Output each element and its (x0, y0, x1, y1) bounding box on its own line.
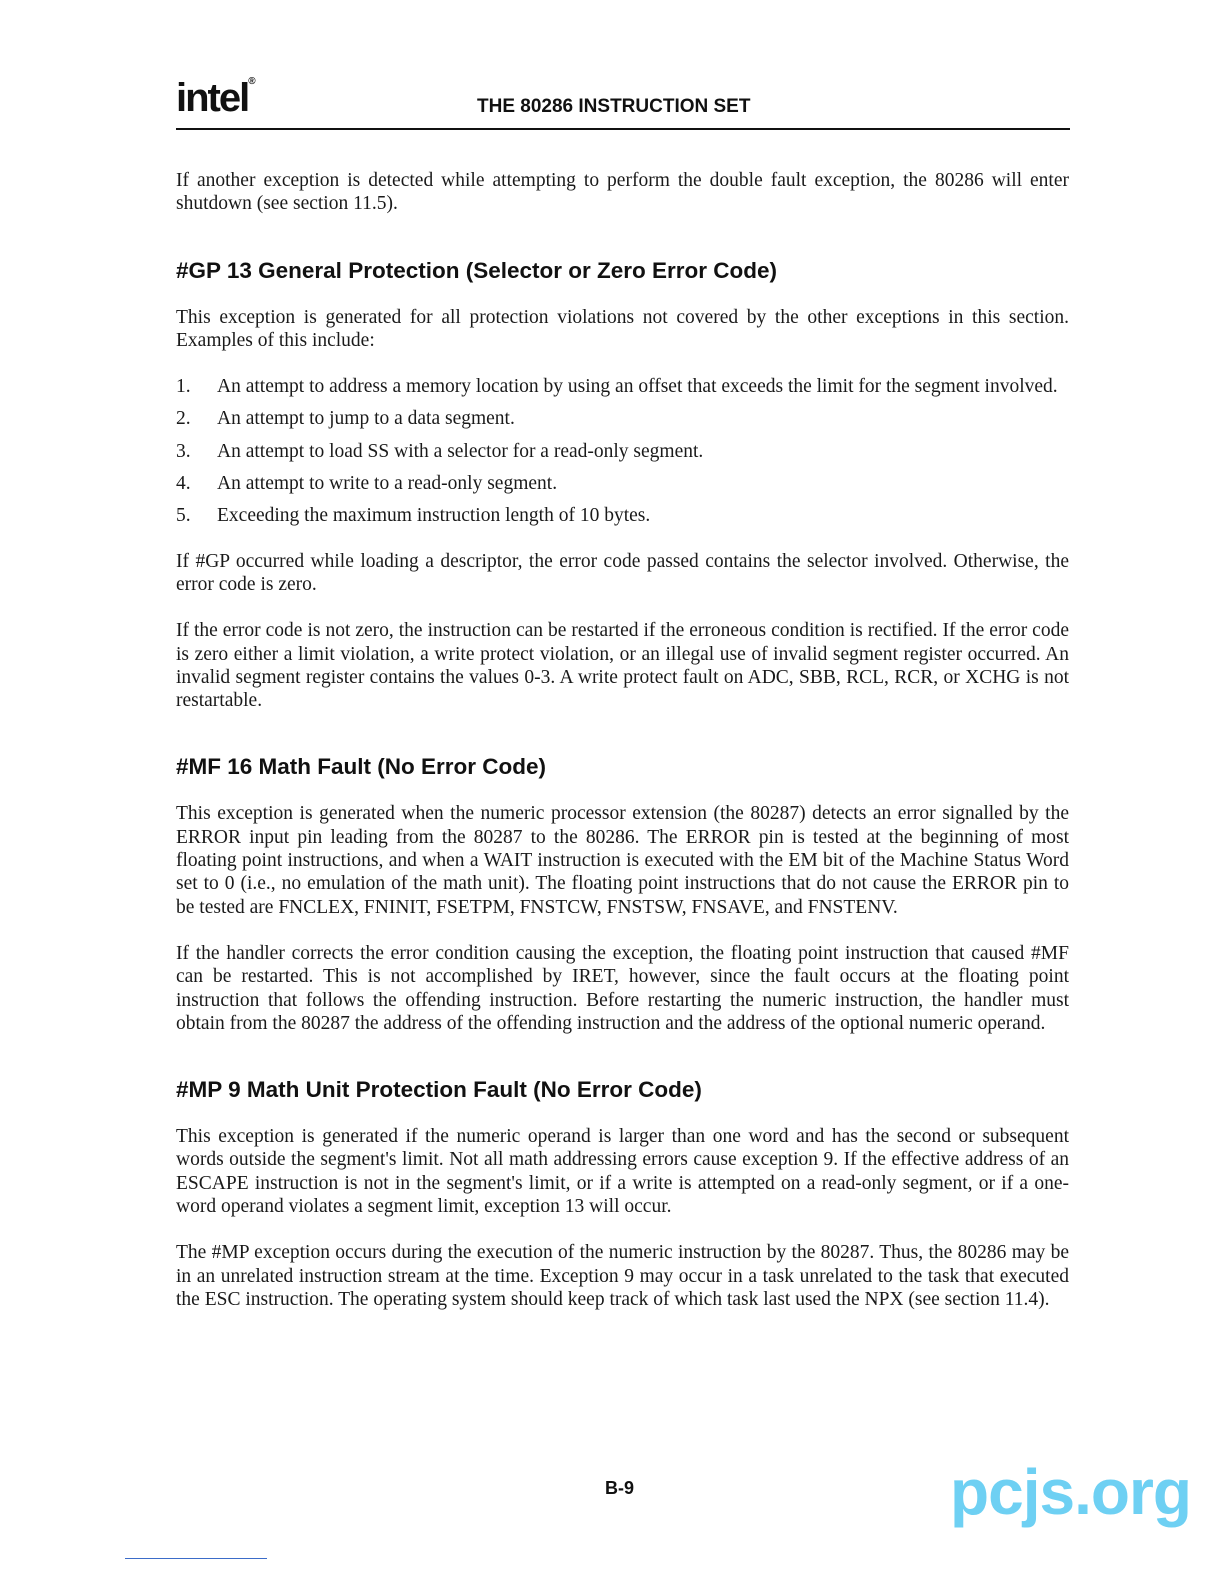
list-item-text: An attempt to address a memory location by using an offset that exceeds the limit for the segment involved. (217, 376, 1058, 398)
list-item-number: 4. (176, 473, 191, 495)
body-text (176, 169, 1069, 1334)
gp-paragraph-3: If the error code is not zero, the instruction can be restarted if the erroneous condition is rectified. If the error code is zero either a limit violation, a write protect violation, or an illegal use of invalid segment register occurred. An invalid segment register contains the values 0-3. A write protect fault on ADC, SBB, RCL, RCR, or XCHG is not restartable. (176, 620, 1069, 712)
page-number: B-9 (605, 1478, 635, 1498)
header-rule (176, 128, 1070, 130)
list-item (176, 472, 1069, 495)
list-item (176, 375, 1069, 398)
logo-text: intel (176, 76, 249, 120)
intel-logo (176, 76, 254, 121)
mp-heading: #MP 9 Math Unit Protection Fault (No Error Code) (176, 1077, 702, 1103)
registered-mark: ® (248, 76, 254, 87)
footer-rule (125, 1558, 267, 1559)
list-item (176, 407, 1069, 430)
watermark: pcjs.org (950, 1456, 1191, 1528)
intro-paragraph: If another exception is detected while attempting to perform the double fault exception, the 80286 will enter shutdown (see section 11.5). (176, 170, 1069, 215)
gp-examples-list (176, 375, 1069, 527)
gp-paragraph-1: This exception is generated for all protection violations not covered by the other exceptions in this section. Examples of this include: (176, 306, 1069, 351)
list-item-number: 1. (176, 376, 191, 398)
list-item-number: 5. (176, 505, 191, 527)
mp-paragraph-2: The #MP exception occurs during the execution of the numeric instruction by the 80287. Thus, the 80286 may be in an unrelated instruction stream at the time. Exception 9 may occur in a task unrelated to the task that executed the ESC instruction. The operating system should keep track of which task last used the NPX (see section 11.4). (176, 1242, 1069, 1310)
list-item (176, 440, 1069, 463)
list-item-text: Exceeding the maximum instruction length of 10 bytes. (217, 505, 651, 527)
gp-paragraph-2: If #GP occurred while loading a descriptor, the error code passed contains the selector involved. Otherwise, the error code is zero. (176, 550, 1069, 595)
list-item-number: 2. (176, 408, 191, 430)
mf-heading: #MF 16 Math Fault (No Error Code) (176, 754, 547, 780)
mf-paragraph-1: This exception is generated when the numeric processor extension (the 80287) detects an error signalled by the ERROR input pin leading from the 80287 to the 80286. The ERROR pin is tested at the beginning of most floating point instructions, and when a WAIT instruction is executed with the EM bit of the Machine Status Word set to 0 (i.e., no emulation of the math unit). The floating point instructions that do not cause the ERROR pin to be tested are FNCLEX, FNINIT, FSETPM, FNSTCW, FNSTSW, FNSAVE, and FNSTENV. (176, 803, 1069, 918)
mp-paragraph-1: This exception is generated if the numeric operand is larger than one word and has the second or subsequent words outside the segment's limit. Not all math addressing errors cause exception 9. If the effective address of an ESCAPE instruction is not in the segment's limit, or if a write is attempted on a read-only segment, or if a one-word operand violates a segment limit, exception 13 will occur. (176, 1126, 1069, 1218)
running-head: THE 80286 INSTRUCTION SET (477, 96, 751, 117)
list-item-text: An attempt to jump to a data segment. (217, 408, 515, 430)
list-item-text: An attempt to write to a read-only segment. (217, 473, 558, 495)
list-item-text: An attempt to load SS with a selector for a read-only segment. (217, 440, 704, 462)
gp-heading: #GP 13 General Protection (Selector or Zero Error Code) (176, 257, 778, 283)
list-item-number: 3. (176, 440, 191, 462)
mf-paragraph-2: If the handler corrects the error condition causing the exception, the floating point instruction that caused #MF can be restarted. This is not accomplished by IRET, however, since the fault occurs at the floating point instruction that follows the offending instruction. Before restarting the numeric instruction, the handler must obtain from the 80287 the address of the offending instruction and the address of the optional numeric operand. (176, 942, 1069, 1034)
list-item (176, 504, 1069, 527)
